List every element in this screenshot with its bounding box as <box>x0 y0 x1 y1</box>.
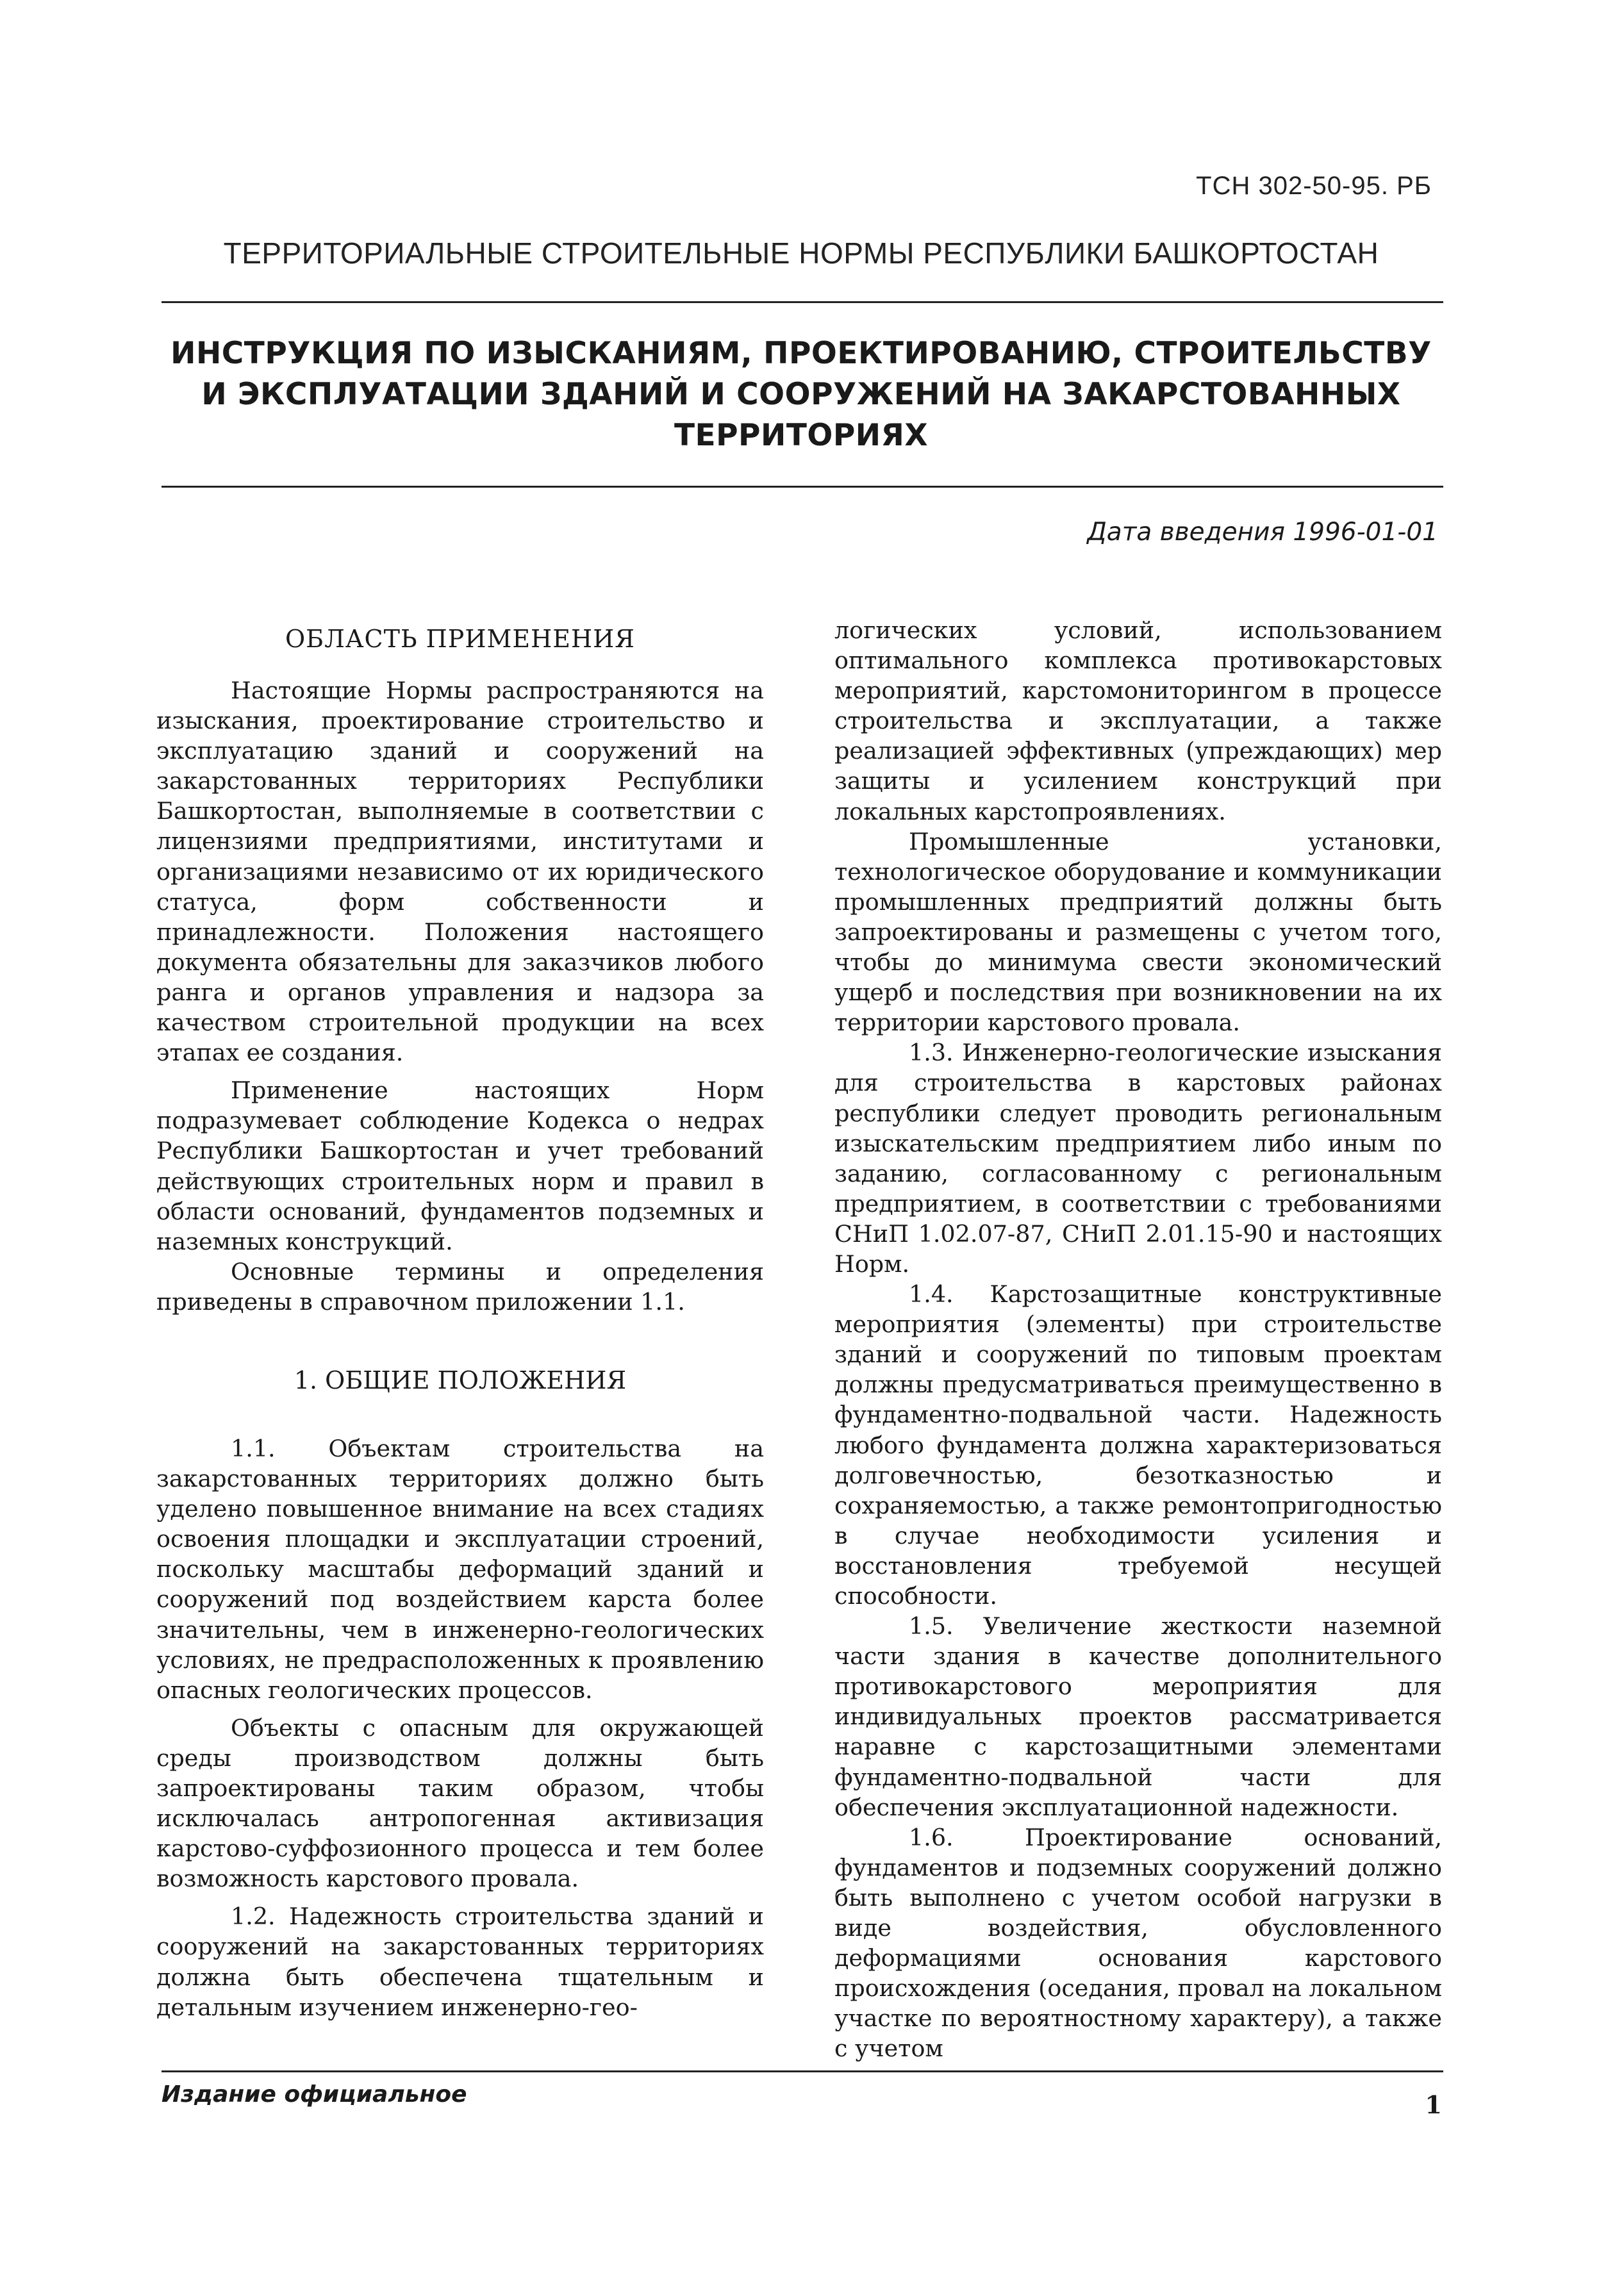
footer-divider <box>162 2070 1443 2072</box>
clause-1-2: 1.2. Надежность строительства зданий и сооружений на закарстованных территориях должна быть обеспечена тщательным и детальным изучением инженерно-гео- <box>156 1903 764 2021</box>
general-provisions-heading: 1. ОБЩИЕ ПОЛОЖЕНИЯ <box>294 1366 627 1394</box>
document-title <box>160 333 1442 456</box>
title-divider <box>162 486 1443 488</box>
clause-1-4: 1.4. Карстозащитные конструктивные мероприятия (элементы) при строительстве зданий и сооружений по типовым проектам должны предусматриваться преимущественно в фундаментно-подвальной части. Надежность любого фундамента должна характеризоваться долговечностью, безотказностью и сохраняемостью, а также ремонтопригодностью в случае необходимости усиления и восстановления требуемой несущей способности. <box>834 1280 1442 1610</box>
clause-1-6: 1.6. Проектирование оснований, фундаментов и подземных сооружений должно быть выполнено с учетом особой нагрузки в виде воздействия, обусловленного деформациями основания карстового происхождения (оседания, провал на локальном участке по вероятностному характеру), а также с учетом <box>834 1823 1442 2063</box>
scope-paragraph-2: Применение настоящих Норм подразумевает соблюдение Кодекса о недрах Республики Башкортостан и учет требований действующих строительных норм и правил в области оснований, фундаментов подземных и наземных конструкций. <box>156 1077 764 1255</box>
clause-1-1-continued: Объекты с опасным для окружающей среды производством должны быть запроектированы таким образом, чтобы исключалась антропогенная активизация карстово-суффозионного процесса и тем более возможность карстового провала. <box>156 1714 764 1893</box>
document-code: ТСН 302-50-95. РБ <box>1196 172 1432 200</box>
title-line-1: ИНСТРУКЦИЯ ПО ИЗЫСКАНИЯМ, ПРОЕКТИРОВАНИЮ, СТРОИТЕЛЬСТВУ <box>170 336 1432 371</box>
clause-1-1: 1.1. Объектам строительства на закарстованных территориях должно быть уделено повышенное внимание на всех стадиях освоения площадки и эксплуатации строений, поскольку масштабы деформаций зданий и сооружений под воздействием карста более значительны, чем в инженерно-геологических условиях, не предрасположенных к проявлению опасных геологических процессов. <box>156 1434 764 1704</box>
organization-heading: ТЕРРИТОРИАЛЬНЫЕ СТРОИТЕЛЬНЫЕ НОРМЫ РЕСПУБЛИКИ БАШКОРТОСТАН <box>223 236 1379 270</box>
clause-1-3: 1.3. Инженерно-геологические изыскания для строительства в карстовых районах республики следует проводить региональным изыскательским предприятием либо иным по заданию, согласованному с региональным предприятием, в соответствии с требованиями СНиП 1.02.07-87, СНиП 2.01.15-90 и настоящих Норм. <box>834 1039 1442 1278</box>
scope-paragraph-3: Основные термины и определения приведены в справочном приложении 1.1. <box>156 1257 764 1316</box>
clause-1-2-continued: логических условий, использованием оптимального комплекса противокарстовых мероприятий, карстомониторингом в процессе строительства и эксплуатации, а также реализацией эффективных (упреждающих) мер защиты и усилением конструкций при локальных карстопроявлениях. <box>834 616 1442 825</box>
scope-heading: ОБЛАСТЬ ПРИМЕНЕНИЯ <box>285 625 635 653</box>
right-column <box>834 615 1442 2064</box>
effective-date: Дата введения 1996-01-01 <box>1087 518 1438 547</box>
top-divider <box>162 301 1443 303</box>
left-column <box>156 615 764 2022</box>
clause-1-2-industrial: Промышленные установки, технологическое оборудование и коммуникации промышленных предприятий должны быть запроектированы и размещены с учетом того, чтобы до минимума свести экономический ущерб и последствия при возникновении на их территории карстового провала. <box>834 827 1442 1037</box>
scope-paragraph-1: Настоящие Нормы распространяются на изыскания, проектирование строительство и эксплуатацию зданий и сооружений на закарстованных территориях Республики Башкортостан, выполняемые в соответствии с лицензиями предприятиями, институтами и организациями независимо от их юридического статуса, форм собственности и принадлежности. Положения настоящего документа обязательны для заказчиков любого ранга и органов управления и надзора за качеством строительной продукции на всех этапах ее создания. <box>156 677 764 1067</box>
title-line-3: ТЕРРИТОРИЯХ <box>674 418 929 453</box>
title-line-2: И ЭКСПЛУАТАЦИИ ЗДАНИЙ И СООРУЖЕНИЙ НА ЗАКАРСТОВАННЫХ <box>201 377 1401 412</box>
official-edition-label: Издание официальное <box>162 2081 467 2108</box>
page-number: 1 <box>1425 2090 1442 2119</box>
clause-1-5: 1.5. Увеличение жесткости наземной части здания в качестве дополнительного противокарстового мероприятия для индивидуальных проектов рассматривается наравне с карстозащитными элементами фундаментно-подвальной части для обеспечения эксплуатационной надежности. <box>834 1612 1442 1821</box>
